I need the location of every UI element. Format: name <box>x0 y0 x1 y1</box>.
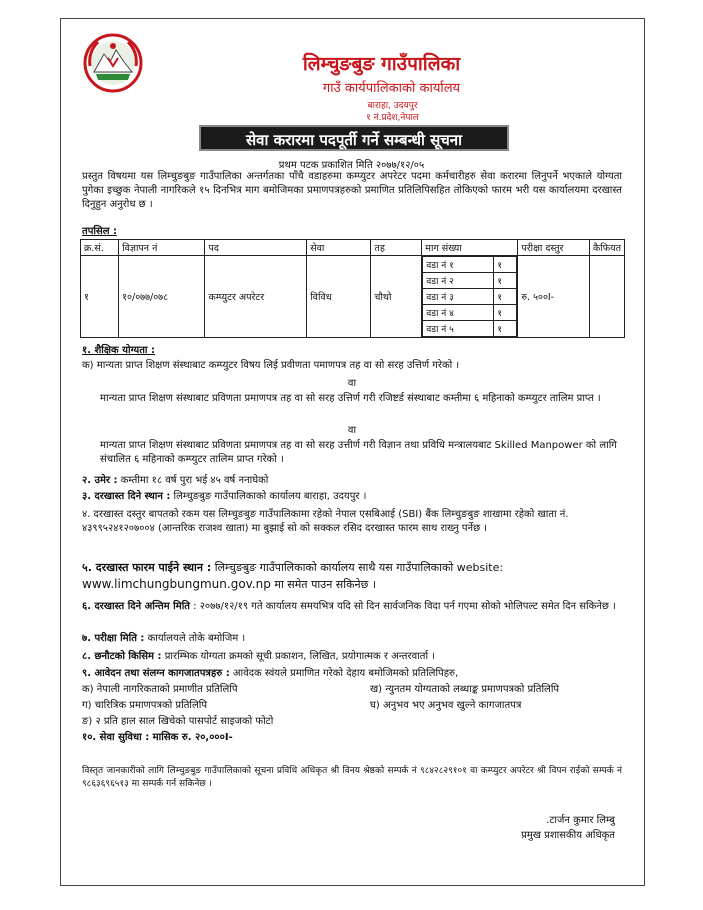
ward-count: १ <box>494 321 517 337</box>
cell-service: विविध <box>307 256 371 338</box>
ward-row <box>423 305 517 321</box>
website-link[interactable]: www.limchungbungmun.gov.np <box>82 577 271 591</box>
ward-row <box>423 289 517 305</box>
cell-remarks <box>589 256 624 338</box>
municipality-title: लिम्चुङबुङ गाउँपालिका <box>302 53 461 75</box>
cell-ad-no: १०/०७७/०७८ <box>119 256 205 338</box>
signatory-title: प्रमुख प्रशासकीय अधिकृत <box>521 830 615 841</box>
section-1-title: १. शैक्षिक योग्यता : <box>82 345 155 356</box>
cell-sn: १ <box>81 256 119 338</box>
doc-item-ga: ग) चारित्रिक प्रमाणपत्रको प्रतिलिपि <box>82 700 208 711</box>
section-1-b: मान्यता प्राप्त शिक्षण संस्थाबाट प्रविणता प्रमाणपत्र तह वा सो सरह उत्तिर्ण गरी रजिष्टर्ड संस्थाबाट कम्तीमा ६ महिनाको कम्प्युटर तालिम प्राप्त । <box>100 393 601 404</box>
cell-demand <box>422 256 518 338</box>
section-3-title: ३. दरखास्त दिने स्थान : <box>82 491 171 502</box>
section-1-c: मान्यता प्राप्त शिक्षण संस्थाबाट प्रविणता प्रमाणपत्र तह वा सो सरह उत्तीर्ण गरी विज्ञान तथा प्रविधि मन्त्रालयबाट Skilled Manpower को लागि संचालित ६ महिनाको कम्प्युटर तालिम प्राप्त गरेको । <box>100 440 617 465</box>
ward-name: वडा नं २ <box>423 273 494 289</box>
section-9-text: आवेदक स्वंयले प्रमाणित गरेको देहाय बमोजिमको प्रतिलिपिहरु, <box>229 668 459 679</box>
col-header: क्र.सं. <box>81 240 119 256</box>
section-6-title: ६. दरखास्त दिने अन्तिम मिति <box>82 601 190 612</box>
section-2-title: २. उमेर : <box>82 475 118 486</box>
section-2 <box>82 474 622 488</box>
table-row <box>81 256 625 338</box>
address-line: बाराहा, उदयपुर <box>367 101 418 111</box>
section-8-text: प्रारम्भिक योग्यता क्रमको सूची प्रकाशन, लिखित, प्रयोगात्मक र अन्तरवार्ता । <box>161 651 435 662</box>
or-divider: वा <box>347 378 357 389</box>
col-header: परीक्षा दस्तुर <box>518 240 590 256</box>
notice-banner: सेवा करारमा पदपूर्ती गर्ने सम्बन्धी सूचना <box>199 125 509 151</box>
section-9-title: ९. आवेदन तथा संलग्न कागजातपत्रहरु : <box>82 668 230 679</box>
ward-name: वडा नं १ <box>423 257 494 273</box>
col-header: विज्ञापन नं <box>119 240 205 256</box>
or-divider: वा <box>347 425 357 436</box>
section-7-text: कार्यालयले तोके बमोजिम । <box>144 633 246 644</box>
section-2-text: कम्तीमा १८ वर्ष पुरा भई ४५ वर्ष ननाघेको <box>117 475 269 486</box>
published-date: प्रथम पटक प्रकाशित मिति २०७७/१२/०५ <box>278 160 425 171</box>
section-6-text: : २०७७/१२/१९ गते कार्यालय समयभित्र यदि सो दिन सार्वजनिक विदा पर्न गएमा सोको भोलिपल्ट समेत दिन सकिनेछ । <box>190 601 616 612</box>
section-8 <box>82 650 622 664</box>
ward-row <box>423 257 517 273</box>
section-7-title: ७. परीक्षा मिति : <box>82 633 145 644</box>
ward-count: १ <box>494 257 517 273</box>
ward-row <box>423 273 517 289</box>
section-5-title: ५. दरखास्त फारम पाईने स्थान : <box>82 561 212 574</box>
intro-paragraph: प्रस्तुत विषयमा यस लिम्चुङबुङ गाउँपालिका अन्तर्गतका पाँचै वडाहरुमा कम्प्युटर अपरेटर पदमा कर्मचारीहरु सेवा करारमा लिनुपर्ने भएकाले योग्यता पुगेका इच्छुक नेपाली नागरिकले १५ दिनभित्र माग बमोजिमका प्रमाणपत्रहरुको प्रमाणित प्रतिलिपिसहित तोकिएको फारम भरी यस कार्यालयमा दरखास्त दिनुहुन अनुरोध छ । <box>82 171 622 210</box>
section-3-text: लिम्चुङबुङ गाउँपालिकाको कार्यालय बाराहा, उदयपुर । <box>170 491 367 502</box>
doc-item-gha: घ) अनुभव भए अनुभव खुल्ने कागजातपत्र <box>370 700 522 711</box>
col-header: कैफियत <box>589 240 624 256</box>
section-4: ४. दरखास्त दस्तुर बापतको रकम यस लिम्चुङबुङ गाउँपालिकामा रहेको नेपाल एसबिआई (SBI) बैंक लिम्चुङबुङ शाखामा रहेको खाता नं. ४३९९५२४१२०७००४ (आन्तरिक राजश्व खाता) मा बुझाई सो को सक्कल रसिद दरखास्त फारम साथ राख्नु पर्नेछ । <box>82 509 569 534</box>
table-label: तपसिल : <box>82 226 117 237</box>
cell-level: चौथो <box>371 256 422 338</box>
col-header: सेवा <box>307 240 371 256</box>
ward-name: वडा नं ३ <box>423 289 494 305</box>
ward-count: १ <box>494 305 517 321</box>
section-1-a: क) मान्यता प्राप्त शिक्षण संस्थाबाट कम्प्युटर विषय लिई प्रवीणता पमाणपत्र तह वा सो सरह उत्तिर्ण गरेको । <box>82 360 460 371</box>
ward-count: १ <box>494 273 517 289</box>
vacancy-table <box>80 239 625 338</box>
signatory-name: .टार्जन कुमार लिम्बु <box>546 815 615 826</box>
section-5-tail: मा समेत पाउन सकिनेछ । <box>270 578 377 591</box>
table-header-row <box>81 240 625 256</box>
ward-row <box>423 321 517 337</box>
section-5-text: लिम्चुङबुङ गाउँपालिकाको कार्यालय साथै यस गाउँपालिकाको website: <box>211 561 504 574</box>
section-7 <box>82 632 622 646</box>
ward-name: वडा नं ४ <box>423 305 494 321</box>
doc-item-nga: ङ) २ प्रति हाल साल खिचेको पासपोर्ट साइजको फोटो <box>82 716 274 727</box>
doc-item-kha: ख) न्युनतम योग्यताको लब्धाङ्क प्रमाणपत्रको प्रतिलिपि <box>370 684 560 695</box>
section-10: १०. सेवा सुविधा : मासिक रु. २०,०००I- <box>82 732 233 743</box>
section-6 <box>82 600 622 614</box>
doc-item-ka: क) नेपाली नागरिकताको प्रमाणीत प्रतिलिपि <box>82 684 238 695</box>
ward-count: १ <box>494 289 517 305</box>
section-3 <box>82 490 622 504</box>
cell-fee: रु. ५००I- <box>518 256 590 338</box>
col-header: तह <box>371 240 422 256</box>
cell-post: कम्प्युटर अपरेटर <box>205 256 307 338</box>
ward-name: वडा नं ५ <box>423 321 494 337</box>
office-subtitle: गाउँ कार्यपालिकाको कार्यालय <box>322 81 461 96</box>
col-header: माग संख्या <box>422 240 518 256</box>
section-5 <box>82 560 622 593</box>
province-line: १ नं.प्रदेश,नेपाल <box>366 113 419 123</box>
col-header: पद <box>205 240 307 256</box>
contact-footer: विस्तृत जानकारीको लागि लिम्चुङबुङ गाउँपालिकाको सूचना प्रविधि अधिकृत श्री विनय श्रेष्ठको सम्पर्क नं ९८४२८२९१०१ वा कम्प्युटर अपरेटर श्री विपन राईको सम्पर्क नं ९८६३६९६५१३ मा सम्पर्क गर्न सकिनेछ । <box>82 766 622 789</box>
section-9 <box>82 667 622 681</box>
ward-table <box>422 256 517 337</box>
section-8-title: ८. छनौटको किसिम : <box>82 651 162 662</box>
